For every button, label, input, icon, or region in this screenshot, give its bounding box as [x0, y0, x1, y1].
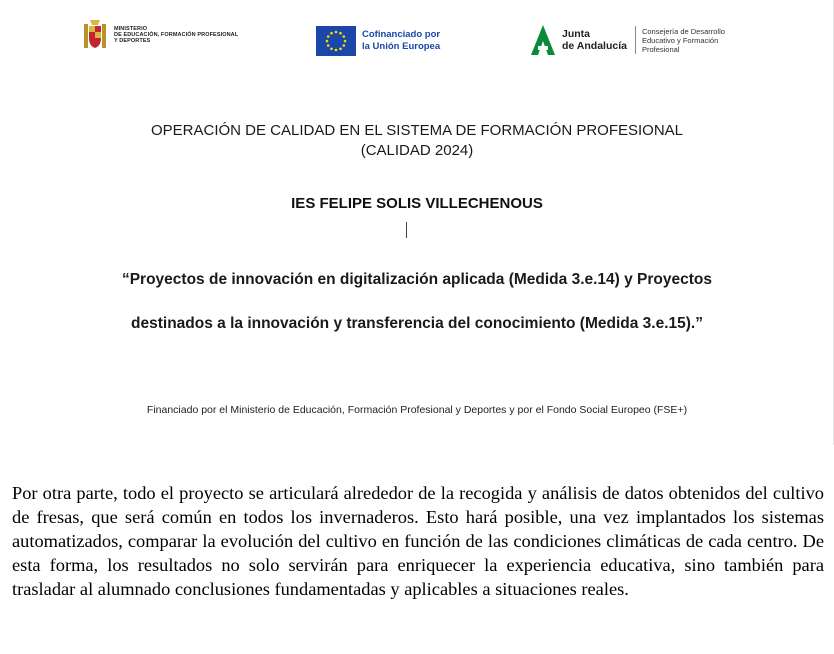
junta-divider [635, 26, 636, 54]
eu-star-icon [335, 49, 338, 52]
project-line1: “Proyectos de innovación en digitalización aplicada (Medida 3.e.14) y Proyectos [121, 271, 713, 288]
ministerio-text-line: Y DEPORTES [114, 38, 151, 44]
junta-dept-line3: Profesional [641, 44, 680, 54]
project-description [30, 258, 804, 346]
eu-star-icon [342, 44, 345, 47]
junta-name [562, 28, 627, 52]
junta-name-line1: Junta [562, 28, 591, 40]
funding-note: Financiado por el Ministerio de Educación, Formación Profesional y Deportes y por el Fondo Social Europeo (FSE+) [146, 404, 688, 416]
eu-cofunding-logo [316, 26, 440, 56]
eu-star-icon [342, 35, 345, 38]
eu-cofunding-text [362, 29, 440, 53]
ministerio-text-line: MINISTERIO [114, 26, 148, 32]
operation-title [0, 121, 834, 161]
operation-title-line2: (CALIDAD 2024) [360, 142, 474, 159]
eu-star-icon [330, 47, 333, 50]
ministerio-text-lines [114, 26, 238, 44]
ministerio-logo [80, 18, 238, 52]
junta-department [642, 27, 725, 54]
eu-text-line2: la Unión Europea [362, 41, 441, 52]
junta-name-line2: de Andalucía [562, 40, 627, 52]
project-line2: destinados a la innovación y transferencia del conocimiento (Medida 3.e.15).” [131, 315, 703, 332]
eu-star-icon [326, 40, 329, 43]
junta-dept-line2: Educativo y Formación [641, 35, 719, 45]
junta-dept-line1: Consejería de Desarrollo [641, 26, 725, 36]
eu-star-icon [330, 32, 333, 35]
body-paragraph: Por otra parte, todo el proyecto se articulará alrededor de la recogida y análisis de datos obtenidos del cultivo de fresas, que será común en todos los invernaderos. Esto hará posible, una vez implantados los sistemas automatizados, comparar la evolución del cultivo en función de las condiciones climáticas de cada centro. De esta forma, los resultados no solo servirán para enriquecer la experiencia educativa, sino también para trasladar al alumnado conclusiones fundamentadas y aplicables a situaciones reales. [12, 483, 824, 599]
logo-bar [0, 0, 834, 80]
text-cursor [406, 222, 407, 238]
operation-title-line1: OPERACIÓN DE CALIDAD EN EL SISTEMA DE FORMACIÓN PROFESIONAL [150, 122, 684, 139]
ministerio-text-line: DE EDUCACIÓN, FORMACIÓN PROFESIONAL [114, 32, 239, 38]
eu-flag-icon [316, 26, 356, 56]
eu-star-icon [344, 40, 347, 43]
ministerio-text [114, 26, 238, 44]
eu-star-icon [339, 32, 342, 35]
eu-star-icon [339, 47, 342, 50]
eu-text-line1: Cofinanciado por [362, 29, 441, 40]
junta-a-icon [530, 24, 556, 56]
school-name: IES FELIPE SOLIS VILLECHENOUS [291, 195, 543, 212]
eu-star-icon [327, 44, 330, 47]
eu-star-icon [327, 35, 330, 38]
coat-of-arms-icon [80, 18, 110, 52]
junta-andalucia-logo [530, 24, 725, 56]
eu-star-icon [335, 31, 338, 34]
